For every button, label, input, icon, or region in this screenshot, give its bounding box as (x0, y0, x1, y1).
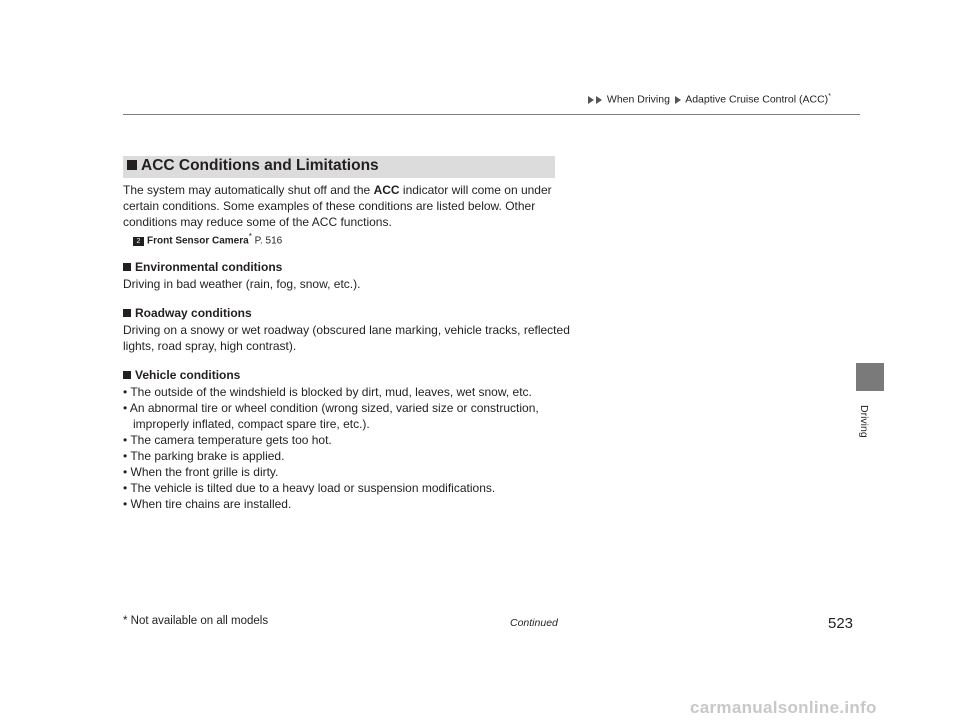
cross-reference-link[interactable] (133, 232, 282, 246)
footnote: * Not available on all models (123, 615, 269, 627)
list-item-text: When the front grille is dirty. (130, 465, 279, 479)
intro-text: indicator will come on under (399, 183, 552, 197)
roadway-text (123, 322, 570, 354)
list-item: • An abnormal tire or wheel condition (wrong sized, varied size or construction, (123, 401, 539, 415)
list-item-text: An abnormal tire or wheel condition (wrong sized, varied size or construction, (129, 401, 539, 415)
list-item-text: The camera temperature gets too hot. (130, 433, 332, 447)
section-title-text: ACC Conditions and Limitations (141, 157, 379, 174)
roadway-line-2: lights, road spray, high contrast). (123, 339, 297, 353)
environmental-heading (123, 260, 282, 274)
list-item: • When the front grille is dirty. (123, 465, 279, 479)
breadcrumb-arrow-icon (675, 96, 681, 104)
breadcrumb-arrow-icon (596, 96, 602, 104)
breadcrumb-asterisk: * (828, 93, 831, 100)
chapter-label: Driving (858, 405, 870, 438)
list-item: • When tire chains are installed. (123, 497, 292, 511)
acc-indicator-label: ACC (373, 183, 400, 197)
page-number: 523 (828, 615, 854, 632)
xref-label: Front Sensor Camera (147, 235, 249, 247)
heading-square-icon (123, 309, 131, 317)
intro-paragraph (123, 182, 552, 230)
intro-line-2: certain conditions. Some examples of these conditions are listed below. Other (123, 199, 536, 213)
vehicle-heading-text: Vehicle conditions (135, 368, 241, 382)
xref-asterisk: * (248, 232, 252, 241)
list-item-text: When tire chains are installed. (130, 497, 292, 511)
heading-square-icon (123, 371, 131, 379)
intro-text: The system may automatically shut off and the (123, 183, 374, 197)
watermark: carmanualsonline.info (690, 698, 877, 717)
header-divider (123, 114, 860, 115)
breadcrumb-item-acc[interactable]: Adaptive Cruise Control (ACC) (685, 93, 829, 106)
vehicle-heading (123, 368, 240, 382)
list-item: • The camera temperature gets too hot. (123, 433, 332, 447)
section-square-icon (127, 160, 137, 170)
list-item-text: The outside of the windshield is blocked by dirt, mud, leaves, wet snow, etc. (130, 385, 532, 399)
roadway-line-1: Driving on a snowy or wet roadway (obscured lane marking, vehicle tracks, reflected (123, 323, 570, 337)
continued-label: Continued (510, 617, 558, 629)
section-title (127, 157, 379, 175)
list-item-text: The parking brake is applied. (130, 449, 285, 463)
list-item: • The vehicle is tilted due to a heavy load or suspension modifications. (123, 481, 496, 495)
list-item: • The outside of the windshield is blocked by dirt, mud, leaves, wet snow, etc. (123, 385, 532, 399)
intro-line-1 (123, 182, 552, 198)
breadcrumb-arrow-icon (588, 96, 594, 104)
list-item-text: improperly inflated, compact spare tire, etc.). (133, 417, 370, 431)
vehicle-conditions-list (123, 384, 539, 512)
list-item: • The parking brake is applied. (123, 449, 285, 463)
roadway-heading-text: Roadway conditions (135, 306, 252, 320)
intro-line-3: conditions may reduce some of the ACC functions. (123, 215, 392, 229)
chapter-tab[interactable] (856, 363, 884, 391)
breadcrumb (588, 93, 831, 106)
heading-square-icon (123, 263, 131, 271)
environmental-heading-text: Environmental conditions (135, 260, 283, 274)
xref-arrow-icon: 2 (133, 237, 144, 246)
breadcrumb-item-when-driving[interactable]: When Driving (606, 93, 670, 106)
xref-page: P. 516 (251, 235, 283, 247)
list-item-text: The vehicle is tilted due to a heavy load or suspension modifications. (130, 481, 496, 495)
list-item-continuation (123, 416, 539, 432)
roadway-heading (123, 306, 252, 320)
environmental-text: Driving in bad weather (rain, fog, snow, etc.). (123, 277, 361, 291)
